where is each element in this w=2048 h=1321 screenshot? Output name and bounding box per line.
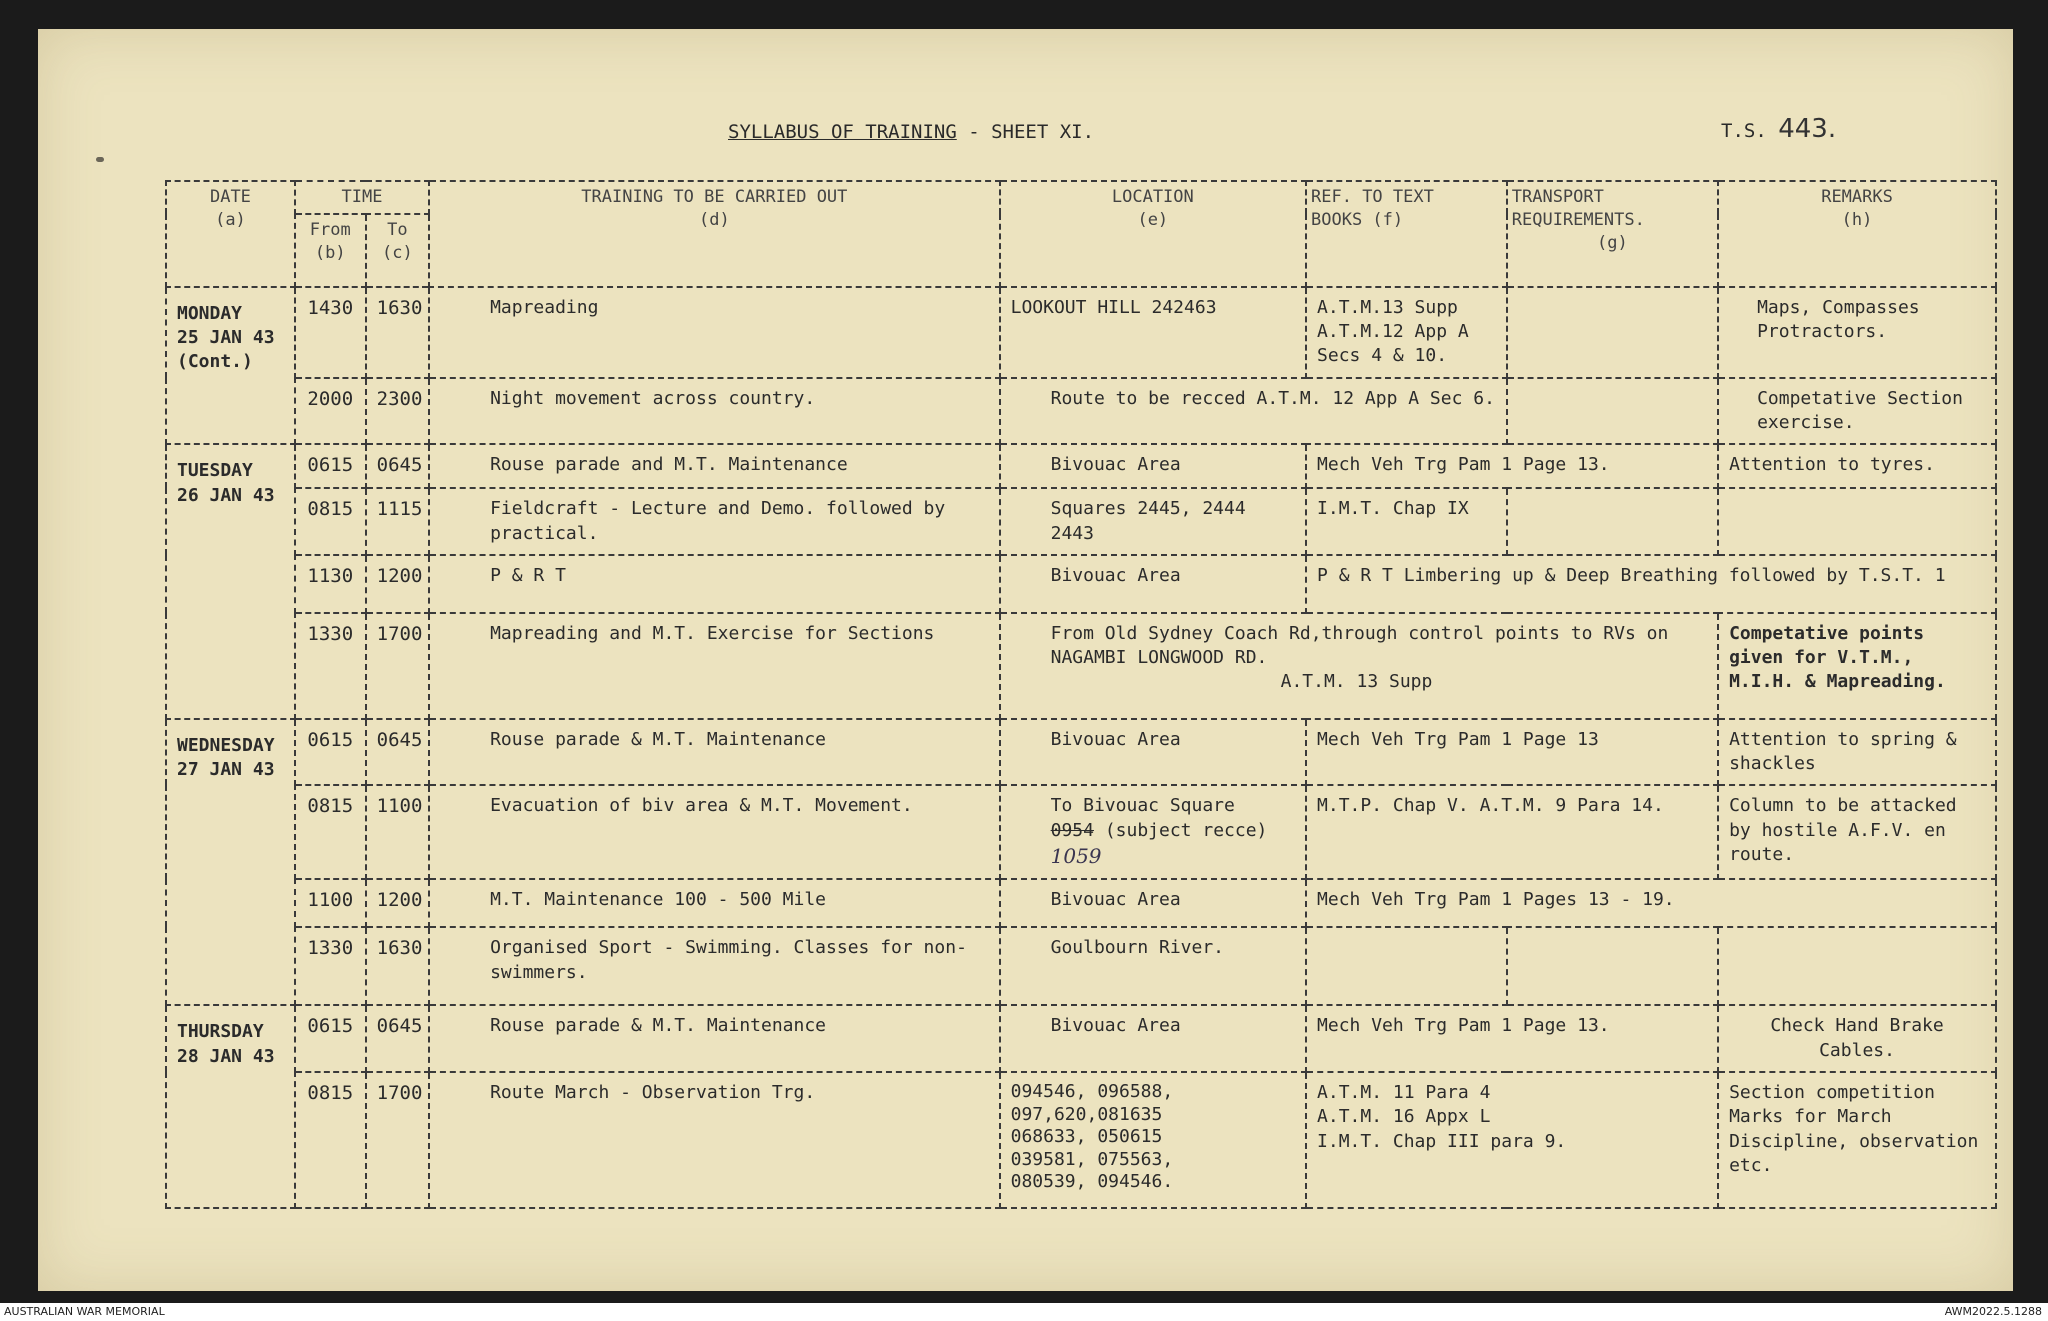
- time-from: 1330: [295, 927, 366, 1005]
- punch-mark: [96, 157, 104, 162]
- table-row: [166, 488, 1996, 555]
- training-cell: Night movement across country.: [429, 378, 1000, 445]
- ref-transport-cell: Mech Veh Trg Pam 1 Page 13.: [1306, 444, 1718, 488]
- col-to: To (c): [366, 214, 429, 287]
- time-to: 1200: [366, 555, 429, 613]
- syllabus-table: [165, 180, 1997, 1209]
- ts-number: T.S. 443.: [1721, 114, 1837, 144]
- table-row: [166, 378, 1996, 445]
- ref-cell: A.T.M. 11 Para 4 A.T.M. 16 Appx L I.M.T. Chap III para 9.: [1306, 1072, 1718, 1208]
- location-cell: Bivouac Area: [1000, 719, 1306, 786]
- time-to: 1630: [366, 287, 429, 378]
- col-training: TRAINING TO BE CARRIED OUT (d): [429, 181, 1000, 287]
- time-to: 1630: [366, 927, 429, 1005]
- ref-transport-cell: M.T.P. Chap V. A.T.M. 9 Para 14.: [1306, 785, 1718, 879]
- time-from: 0615: [295, 719, 366, 786]
- table-row: [166, 1005, 1996, 1072]
- col-transport: TRANSPORT REQUIREMENTS. (g): [1507, 181, 1718, 287]
- ref-remarks-cell: Mech Veh Trg Pam 1 Pages 13 - 19.: [1306, 879, 1996, 927]
- location-cell: Bivouac Area: [1000, 1005, 1306, 1072]
- col-location: LOCATION (e): [1000, 181, 1306, 287]
- training-cell: Mapreading: [429, 287, 1000, 378]
- header-row: [166, 181, 1996, 214]
- ref-cell: [1306, 927, 1507, 1005]
- time-to: 1700: [366, 613, 429, 719]
- table-row: [166, 719, 1996, 786]
- training-cell: Fieldcraft - Lecture and Demo. followed by practical.: [429, 488, 1000, 555]
- col-remarks: REMARKS (h): [1718, 181, 1996, 287]
- time-to: 2300: [366, 378, 429, 445]
- ref-transport-cell: Mech Veh Trg Pam 1 Page 13.: [1306, 1005, 1718, 1072]
- time-from: 0815: [295, 785, 366, 879]
- remarks-cell: Attention to tyres.: [1718, 444, 1996, 488]
- location-cell: To Bivouac Square 0954 (subject recce) 1059: [1000, 785, 1306, 879]
- transport-cell: [1507, 378, 1718, 445]
- remarks-cell: Column to be attacked by hostile A.F.V. en route.: [1718, 785, 1996, 879]
- day-cell: TUESDAY 26 JAN 43: [166, 444, 295, 719]
- remarks-cell: Section competition Marks for March Discipline, observation etc.: [1718, 1072, 1996, 1208]
- time-from: 0815: [295, 488, 366, 555]
- time-to: 1115: [366, 488, 429, 555]
- table-row: [166, 613, 1996, 719]
- location-ref-cell: From Old Sydney Coach Rd,through control points to RVs on NAGAMBI LONGWOOD RD. A.T.M. 13 Supp: [1000, 613, 1718, 719]
- time-from: 1130: [295, 555, 366, 613]
- table-row: [166, 287, 1996, 378]
- training-cell: Organised Sport - Swimming. Classes for non-swimmers.: [429, 927, 1000, 1005]
- remarks-cell: Competative points given for V.T.M., M.I.H. & Mapreading.: [1718, 613, 1996, 719]
- time-to: 0645: [366, 1005, 429, 1072]
- table-row: [166, 1072, 1996, 1208]
- document-title: SYLLABUS OF TRAINING - SHEET XI.: [728, 121, 1095, 143]
- time-to: 0645: [366, 444, 429, 488]
- time-from: 0615: [295, 444, 366, 488]
- location-cell: Bivouac Area: [1000, 444, 1306, 488]
- ref-transport-cell: Mech Veh Trg Pam 1 Page 13: [1306, 719, 1718, 786]
- col-from: From (b): [295, 214, 366, 287]
- table-row: [166, 555, 1996, 613]
- transport-cell: [1507, 927, 1718, 1005]
- ref-cell: A.T.M.13 Supp A.T.M.12 App A Secs 4 & 10.: [1306, 287, 1507, 378]
- remarks-cell: Check Hand Brake Cables.: [1718, 1005, 1996, 1072]
- location-cell: Squares 2445, 2444 2443: [1000, 488, 1306, 555]
- footer-credit: AUSTRALIAN WAR MEMORIAL: [4, 1305, 165, 1318]
- ref-cell: I.M.T. Chap IX: [1306, 488, 1507, 555]
- location-cell: Bivouac Area: [1000, 555, 1306, 613]
- remarks-cell: Attention to spring & shackles: [1718, 719, 1996, 786]
- table-row: [166, 444, 1996, 488]
- location-cell: Goulbourn River.: [1000, 927, 1306, 1005]
- time-from: 2000: [295, 378, 366, 445]
- transport-cell: [1507, 287, 1718, 378]
- remarks-cell: [1718, 488, 1996, 555]
- training-cell: M.T. Maintenance 100 - 500 Mile: [429, 879, 1000, 927]
- time-from: 1430: [295, 287, 366, 378]
- footer-bar: [0, 1303, 2048, 1321]
- table-row: [166, 879, 1996, 927]
- ref-remarks-cell: P & R T Limbering up & Deep Breathing followed by T.S.T. 1: [1306, 555, 1996, 613]
- footer-catalogue-id: AWM2022.5.1288: [1944, 1305, 2042, 1318]
- training-cell: Evacuation of biv area & M.T. Movement.: [429, 785, 1000, 879]
- training-cell: Route March - Observation Trg.: [429, 1072, 1000, 1208]
- col-ref: REF. TO TEXT BOOKS (f): [1306, 181, 1507, 287]
- training-cell: Rouse parade & M.T. Maintenance: [429, 1005, 1000, 1072]
- col-time: TIME: [295, 181, 429, 214]
- location-ref-cell: Route to be recced A.T.M. 12 App A Sec 6.: [1000, 378, 1507, 445]
- time-to: 1100: [366, 785, 429, 879]
- day-cell: MONDAY 25 JAN 43 (Cont.): [166, 287, 295, 444]
- location-cell: LOOKOUT HILL 242463: [1000, 287, 1306, 378]
- table-row: [166, 927, 1996, 1005]
- day-cell: WEDNESDAY 27 JAN 43: [166, 719, 295, 1006]
- remarks-cell: [1718, 927, 1996, 1005]
- location-cell: 094546, 096588, 097,620,081635 068633, 050615 039581, 075563, 080539, 094546.: [1000, 1072, 1306, 1208]
- time-from: 1330: [295, 613, 366, 719]
- transport-cell: [1507, 488, 1718, 555]
- training-cell: P & R T: [429, 555, 1000, 613]
- time-from: 0815: [295, 1072, 366, 1208]
- col-date: DATE (a): [166, 181, 295, 287]
- time-from: 1100: [295, 879, 366, 927]
- table-row: [166, 785, 1996, 879]
- time-to: 0645: [366, 719, 429, 786]
- handwritten-correction: 1059: [1050, 844, 1102, 868]
- training-cell: Rouse parade and M.T. Maintenance: [429, 444, 1000, 488]
- time-to: 1200: [366, 879, 429, 927]
- remarks-cell: Maps, Compasses Protractors.: [1718, 287, 1996, 378]
- time-from: 0615: [295, 1005, 366, 1072]
- location-cell: Bivouac Area: [1000, 879, 1306, 927]
- training-cell: Rouse parade & M.T. Maintenance: [429, 719, 1000, 786]
- day-cell: THURSDAY 28 JAN 43: [166, 1005, 295, 1208]
- time-to: 1700: [366, 1072, 429, 1208]
- document-sheet: [38, 29, 2013, 1291]
- remarks-cell: Competative Section exercise.: [1718, 378, 1996, 445]
- training-cell: Mapreading and M.T. Exercise for Sections: [429, 613, 1000, 719]
